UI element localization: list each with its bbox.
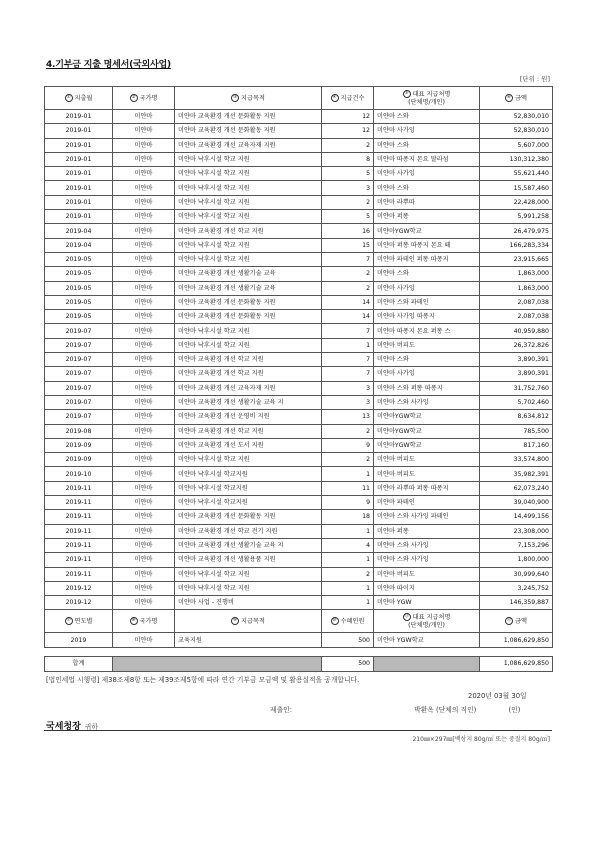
table-header-row [45, 87, 553, 110]
cell-payee: 미얀마YGW학교 [374, 410, 480, 424]
cell-amount: 26,372,826 [480, 338, 553, 352]
cell-payee: 미얀마 파테인 [374, 496, 480, 510]
header-beneficiaries: ⑩ 수혜인원 [322, 610, 374, 633]
cell-amount: 166,283,334 [480, 238, 553, 252]
table-row [45, 238, 553, 252]
page-title: 4.기부금 지출 명세서(국외사업) [46, 60, 171, 70]
cell-amount: 22,428,000 [480, 195, 553, 209]
cell-amount: 40,959,880 [480, 324, 553, 338]
cell-count: 1 [322, 553, 374, 567]
summary-row [45, 633, 553, 647]
cell-amount: 33,574,800 [480, 453, 553, 467]
table-row [45, 295, 553, 309]
table-row [45, 453, 553, 467]
cell-count: 7 [322, 252, 374, 266]
cell-month: 2019-05 [45, 252, 113, 266]
cell-month: 2019-01 [45, 195, 113, 209]
cell-payee: 미얀마 퍼똥 따퐁지 몬요 떼 [374, 238, 480, 252]
cell-purpose: 미얀마 교육환경 개선 생활기술 교육 지 [175, 395, 322, 409]
table-row [45, 310, 553, 324]
cell-purpose: 미얀마 낙후시설 학교 지원 [175, 567, 322, 581]
cell-payee: 미얀마YGW학교 [374, 424, 480, 438]
cell-amount: 30,999,640 [480, 567, 553, 581]
cell-country: 미얀마 [113, 453, 175, 467]
header-payee-2: ⑪ 대표 지급처명 (단체명/개인) [374, 610, 480, 633]
cell-purpose: 미얀마 교육환경 개선 학교 지원 [175, 224, 322, 238]
expenditure-table [44, 86, 553, 672]
header-amount: ⑥ 금액 [480, 87, 553, 110]
cell-amount: 130,312,380 [480, 152, 553, 166]
cell-payee: 미얀마 라뿌따 [374, 195, 480, 209]
cell-amount: 35,982,391 [480, 467, 553, 481]
paper-spec: 210㎜×297㎜[백상지 80g/㎡ 또는 중질지 80g/㎡] [412, 736, 550, 743]
cell-purpose: 미얀마 교육환경 개선 문화활동 지원 [175, 510, 322, 524]
cell-country: 미얀마 [113, 567, 175, 581]
cell-purpose: 미얀마 낙후시설 학교 지원 [175, 238, 322, 252]
cell-purpose: 미얀마 교육환경 개선 생활기술 교육 [175, 267, 322, 281]
cell-country: 미얀마 [113, 510, 175, 524]
cell-count: 3 [322, 181, 374, 195]
cell-country: 미얀마 [113, 410, 175, 424]
cell-month: 2019-07 [45, 410, 113, 424]
cell-month: 2019-09 [45, 438, 113, 452]
cell-month: 2019-07 [45, 338, 113, 352]
cell-count: 1 [322, 581, 374, 595]
cell-payee: 미얀마 사가잉 [374, 281, 480, 295]
cell-count: 14 [322, 310, 374, 324]
cell-purpose: 미얀마 낙후시설 학교 지원 [175, 167, 322, 181]
cell-payee: 미얀마 스와 [374, 138, 480, 152]
table-row [45, 395, 553, 409]
cell-count: 2 [322, 138, 374, 152]
cell-payee: 미얀마 따퐁지 몬요 딸라섬 [374, 152, 480, 166]
cell-purpose: 미얀마 교육환경 개선 교육자재 지원 [175, 138, 322, 152]
cell-month: 2019-01 [45, 110, 113, 124]
cell-month: 2019-11 [45, 496, 113, 510]
cell-country: 미얀마 [113, 596, 175, 610]
table-row [45, 367, 553, 381]
cell-month: 2019-01 [45, 210, 113, 224]
table-row [45, 281, 553, 295]
cell-payee: 미얀마 스와 [374, 353, 480, 367]
cell-month: 2019-01 [45, 138, 113, 152]
cell-payee: 미얀마 라뿌따 퍼똥 따퐁지 [374, 481, 480, 495]
cell-amount: 52,830,010 [480, 110, 553, 124]
cell-purpose: 미얀마 낙후시설 학교지원 [175, 496, 322, 510]
submitter-line [270, 704, 520, 714]
cell-country: 미얀마 [113, 124, 175, 138]
cell-purpose: 미얀마 낙후시설 학교 지원 [175, 453, 322, 467]
cell-count: 2 [322, 281, 374, 295]
cell-amount: 8,634,812 [480, 410, 553, 424]
cell-month: 2019-08 [45, 424, 113, 438]
cell-count: 15 [322, 238, 374, 252]
cell-payee: 미얀마YGW학교 [374, 224, 480, 238]
cell-payee: 미얀마 스와 [374, 267, 480, 281]
cell-country: 미얀마 [113, 338, 175, 352]
cell-purpose: 미얀마 교육환경 개선 문화활동 지원 [175, 124, 322, 138]
cell-country: 미얀마 [113, 110, 175, 124]
cell-amount: 1,863,000 [480, 281, 553, 295]
table-row [45, 353, 553, 367]
cell-count: 13 [322, 410, 374, 424]
cell-payee: 미얀마 스와 [374, 110, 480, 124]
cell-amount: 146,359,887 [480, 596, 553, 610]
cell-country: 미얀마 [113, 152, 175, 166]
table-row [45, 152, 553, 166]
cell-country: 미얀마 [113, 581, 175, 595]
cell-month: 2019-11 [45, 510, 113, 524]
cell-country: 미얀마 [113, 496, 175, 510]
cell-payee: 미얀마 퍼똥 [374, 210, 480, 224]
cell-count: 12 [322, 124, 374, 138]
cell-month: 2019-01 [45, 167, 113, 181]
cell-purpose: 미얀마 낙후시설 학교 지원 [175, 252, 322, 266]
summary-purpose: 교육지원 [175, 633, 322, 647]
cell-amount: 26,479,975 [480, 224, 553, 238]
cell-count: 16 [322, 224, 374, 238]
cell-month: 2019-07 [45, 381, 113, 395]
spacer-row [45, 647, 553, 656]
cell-amount: 39,040,900 [480, 496, 553, 510]
cell-purpose: 미얀마 교육환경 개선 문화활동 지원 [175, 310, 322, 324]
cell-purpose: 미얀마 교육환경 개선 문화활동 지원 [175, 110, 322, 124]
cell-country: 미얀마 [113, 467, 175, 481]
cell-month: 2019-11 [45, 538, 113, 552]
cell-country: 미얀마 [113, 167, 175, 181]
total-amount: 1,086,629,850 [480, 656, 553, 671]
summary-payee: 미얀마 YGW학교 [374, 633, 480, 647]
cell-count: 1 [322, 467, 374, 481]
summary-count: 500 [322, 633, 374, 647]
cell-count: 4 [322, 538, 374, 552]
cell-purpose: 미얀마 교육환경 개선 생활기술 교육 지 [175, 538, 322, 552]
cell-purpose: 미얀마 교육환경 개선 학교 지원 [175, 424, 322, 438]
cell-purpose: 미얀마 교육환경 개선 교육자재 지원 [175, 381, 322, 395]
cell-month: 2019-07 [45, 353, 113, 367]
cell-month: 2019-11 [45, 481, 113, 495]
cell-count: 11 [322, 481, 374, 495]
cell-payee: 미얀마 스와 사가잉 [374, 538, 480, 552]
table-row [45, 338, 553, 352]
cell-country: 미얀마 [113, 181, 175, 195]
cell-payee: 미얀마YGW학교 [374, 438, 480, 452]
total-count: 500 [322, 656, 374, 671]
cell-month: 2019-05 [45, 267, 113, 281]
header-payee: ⑤ 대표 지급처명 (단체명/개인) [374, 87, 480, 110]
header-amount-2: ⑫ 금액 [480, 610, 553, 633]
cell-amount: 1,800,000 [480, 553, 553, 567]
cell-payee: 미얀마 버피도 [374, 338, 480, 352]
cell-month: 2019-05 [45, 310, 113, 324]
summary-header-row [45, 610, 553, 633]
cell-country: 미얀마 [113, 224, 175, 238]
cell-payee: 미얀마 사가잉 [374, 124, 480, 138]
table-row [45, 138, 553, 152]
cell-count: 18 [322, 510, 374, 524]
cell-count: 1 [322, 524, 374, 538]
header-year: ⑦ 연도별 [45, 610, 113, 633]
cell-amount: 3,890,391 [480, 367, 553, 381]
seal-mark: (인) [508, 706, 521, 714]
table-row [45, 410, 553, 424]
cell-amount: 3,890,391 [480, 353, 553, 367]
submission-date: 2020년 03월 30일 [468, 692, 527, 700]
cell-count: 5 [322, 210, 374, 224]
cell-purpose: 미얀마 낙후시설 학교지원 [175, 481, 322, 495]
cell-country: 미얀마 [113, 538, 175, 552]
cell-purpose: 미얀마 교육환경 개선 도서 지원 [175, 438, 322, 452]
table-row [45, 181, 553, 195]
cell-purpose: 미얀마 교육환경 개선 운영비 지원 [175, 410, 322, 424]
cell-month: 2019-11 [45, 567, 113, 581]
cell-purpose: 미얀마 낙후시설 학교지원 [175, 467, 322, 481]
cell-count: 2 [322, 453, 374, 467]
cell-country: 미얀마 [113, 381, 175, 395]
cell-month: 2019-01 [45, 152, 113, 166]
cell-country: 미얀마 [113, 553, 175, 567]
cell-amount: 52,830,010 [480, 124, 553, 138]
table-row [45, 224, 553, 238]
cell-amount: 5,702,460 [480, 395, 553, 409]
cell-count: 14 [322, 295, 374, 309]
cell-month: 2019-04 [45, 238, 113, 252]
cell-purpose: 미얀마 낙후시설 학교 지원 [175, 152, 322, 166]
cell-month: 2019-07 [45, 367, 113, 381]
submitter-name: 박환옥 (단체의 직인) [414, 706, 477, 714]
header-purpose-2: ⑨ 지급목적 [175, 610, 322, 633]
cell-purpose: 미얀마 교육환경 개선 문화활동 지원 [175, 295, 322, 309]
cell-payee: 미얀마 사가잉 [374, 367, 480, 381]
table-row [45, 110, 553, 124]
cell-amount: 3,245,752 [480, 581, 553, 595]
cell-amount: 15,587,460 [480, 181, 553, 195]
table-row [45, 210, 553, 224]
table-row [45, 324, 553, 338]
total-row [45, 656, 553, 671]
cell-payee: 미얀마 스와 사가잉 [374, 395, 480, 409]
cell-country: 미얀마 [113, 281, 175, 295]
cell-purpose: 미얀마 교육환경 개선 학교 지원 [175, 367, 322, 381]
cell-amount: 2,087,038 [480, 295, 553, 309]
total-grey-cell [113, 656, 322, 671]
cell-month: 2019-04 [45, 224, 113, 238]
summary-year: 2019 [45, 633, 113, 647]
cell-country: 미얀마 [113, 324, 175, 338]
cell-amount: 62,073,240 [480, 481, 553, 495]
header-count: ④ 지급건수 [322, 87, 374, 110]
table-row [45, 496, 553, 510]
cell-amount: 5,607,000 [480, 138, 553, 152]
table-row [45, 438, 553, 452]
cell-country: 미얀마 [113, 353, 175, 367]
cell-count: 8 [322, 152, 374, 166]
cell-month: 2019-05 [45, 295, 113, 309]
cell-amount: 23,915,665 [480, 252, 553, 266]
cell-count: 7 [322, 353, 374, 367]
cell-payee: 미얀마 사가잉 [374, 167, 480, 181]
cell-month: 2019-12 [45, 581, 113, 595]
summary-country: 미얀마 [113, 633, 175, 647]
table-row [45, 467, 553, 481]
cell-amount: 7,153,296 [480, 538, 553, 552]
cell-country: 미얀마 [113, 238, 175, 252]
cell-month: 2019-05 [45, 281, 113, 295]
header-country-2: ⑧ 국가명 [113, 610, 175, 633]
table-row [45, 581, 553, 595]
cell-amount: 785,500 [480, 424, 553, 438]
cell-amount: 5,991,258 [480, 210, 553, 224]
cell-amount: 817,160 [480, 438, 553, 452]
cell-count: 7 [322, 324, 374, 338]
cell-country: 미얀마 [113, 267, 175, 281]
cell-amount: 1,863,000 [480, 267, 553, 281]
cell-payee: 미얀마 스와 [374, 181, 480, 195]
cell-month: 2019-10 [45, 467, 113, 481]
cell-month: 2019-11 [45, 553, 113, 567]
cell-payee: 미얀마 스와 사가잉 [374, 553, 480, 567]
total-label: 합계 [45, 656, 113, 671]
table-body [45, 110, 553, 610]
cell-payee: 미얀마 버피도 [374, 567, 480, 581]
footer-divider [44, 730, 552, 731]
cell-country: 미얀마 [113, 310, 175, 324]
cell-payee: 미얀마 버피도 [374, 467, 480, 481]
cell-count: 9 [322, 438, 374, 452]
table-row [45, 424, 553, 438]
cell-country: 미얀마 [113, 438, 175, 452]
unit-label: [단위 : 원] [519, 75, 550, 83]
cell-country: 미얀마 [113, 395, 175, 409]
table-row [45, 553, 553, 567]
cell-amount: 23,308,000 [480, 524, 553, 538]
cell-count: 2 [322, 195, 374, 209]
header-month: ① 지출월 [45, 87, 113, 110]
recipient-honorific: 귀하 [84, 723, 98, 731]
cell-purpose: 미얀마 교육환경 개선 생활기술 교육 [175, 281, 322, 295]
cell-country: 미얀마 [113, 138, 175, 152]
table-row [45, 538, 553, 552]
cell-month: 2019-11 [45, 524, 113, 538]
legal-note: [법인세법 시행령] 제38조제8항 또는 제39조제5항에 따라 연간 기부금 모금액 및 활용실적을 공개합니다. [46, 676, 360, 684]
recipient-name: 국세청장 [46, 722, 81, 732]
cell-country: 미얀마 [113, 210, 175, 224]
cell-purpose: 미얀마 교육환경 개선 학교 전기 지원 [175, 524, 322, 538]
cell-count: 1 [322, 338, 374, 352]
cell-month: 2019-09 [45, 453, 113, 467]
table-row [45, 252, 553, 266]
cell-month: 2019-07 [45, 324, 113, 338]
cell-count: 3 [322, 381, 374, 395]
cell-country: 미얀마 [113, 524, 175, 538]
cell-amount: 31,752,760 [480, 381, 553, 395]
cell-payee: 미얀마 사가잉 따퐁지 [374, 310, 480, 324]
table-row [45, 381, 553, 395]
cell-country: 미얀마 [113, 367, 175, 381]
cell-purpose: 미얀마 교육환경 개선 학교 지원 [175, 353, 322, 367]
cell-count: 9 [322, 496, 374, 510]
cell-country: 미얀마 [113, 252, 175, 266]
cell-purpose: 미얀마 사업 - 진행비 [175, 596, 322, 610]
cell-payee: 미얀마 스와 퍼똥 따퐁지 [374, 381, 480, 395]
cell-count: 7 [322, 367, 374, 381]
cell-payee: 미얀마 따퐁지 몬요 퍼똥 스 [374, 324, 480, 338]
table-row [45, 167, 553, 181]
cell-payee: 미얀마 버피도 [374, 453, 480, 467]
cell-purpose: 미얀마 낙후시설 학교 지원 [175, 581, 322, 595]
table-row [45, 267, 553, 281]
table-row [45, 567, 553, 581]
cell-count: 1 [322, 596, 374, 610]
header-country: ② 국가명 [113, 87, 175, 110]
cell-payee: 미얀마 스와 파테인 [374, 295, 480, 309]
cell-purpose: 미얀마 낙후시설 학교 지원 [175, 181, 322, 195]
cell-count: 3 [322, 395, 374, 409]
cell-payee: 미얀마 스와 사가잉 파테인 [374, 510, 480, 524]
table-row [45, 124, 553, 138]
cell-payee: 미얀마 파테인 퍼똥 따퐁지 [374, 252, 480, 266]
header-purpose: ③ 지급목적 [175, 87, 322, 110]
submitter-label: 제출인: [270, 706, 292, 714]
cell-country: 미얀마 [113, 295, 175, 309]
cell-amount: 14,499,156 [480, 510, 553, 524]
cell-payee: 미얀마 YGW [374, 596, 480, 610]
cell-purpose: 미얀마 낙후시설 학교 지원 [175, 195, 322, 209]
cell-month: 2019-12 [45, 596, 113, 610]
total-grey-cell-2 [374, 656, 480, 671]
cell-count: 2 [322, 567, 374, 581]
cell-payee: 미얀마 퍼똥 [374, 524, 480, 538]
cell-month: 2019-01 [45, 181, 113, 195]
summary-amount: 1,086,629,850 [480, 633, 553, 647]
cell-amount: 55,621,440 [480, 167, 553, 181]
cell-purpose: 미얀마 낙후시설 학교 지원 [175, 210, 322, 224]
cell-count: 12 [322, 110, 374, 124]
cell-country: 미얀마 [113, 195, 175, 209]
table-row [45, 510, 553, 524]
cell-purpose: 미얀마 낙후시설 학교 지원 [175, 324, 322, 338]
cell-purpose: 미얀마 교육환경 개선 생활용품 지원 [175, 553, 322, 567]
cell-count: 2 [322, 267, 374, 281]
table-row [45, 481, 553, 495]
cell-purpose: 미얀마 낙후시설 학교 지원 [175, 338, 322, 352]
cell-country: 미얀마 [113, 481, 175, 495]
table-row [45, 195, 553, 209]
table-row [45, 596, 553, 610]
cell-count: 5 [322, 167, 374, 181]
table-row [45, 524, 553, 538]
cell-month: 2019-07 [45, 395, 113, 409]
cell-country: 미얀마 [113, 424, 175, 438]
cell-amount: 2,087,038 [480, 310, 553, 324]
cell-month: 2019-01 [45, 124, 113, 138]
cell-count: 2 [322, 424, 374, 438]
cell-payee: 미얀마 따이지 [374, 581, 480, 595]
